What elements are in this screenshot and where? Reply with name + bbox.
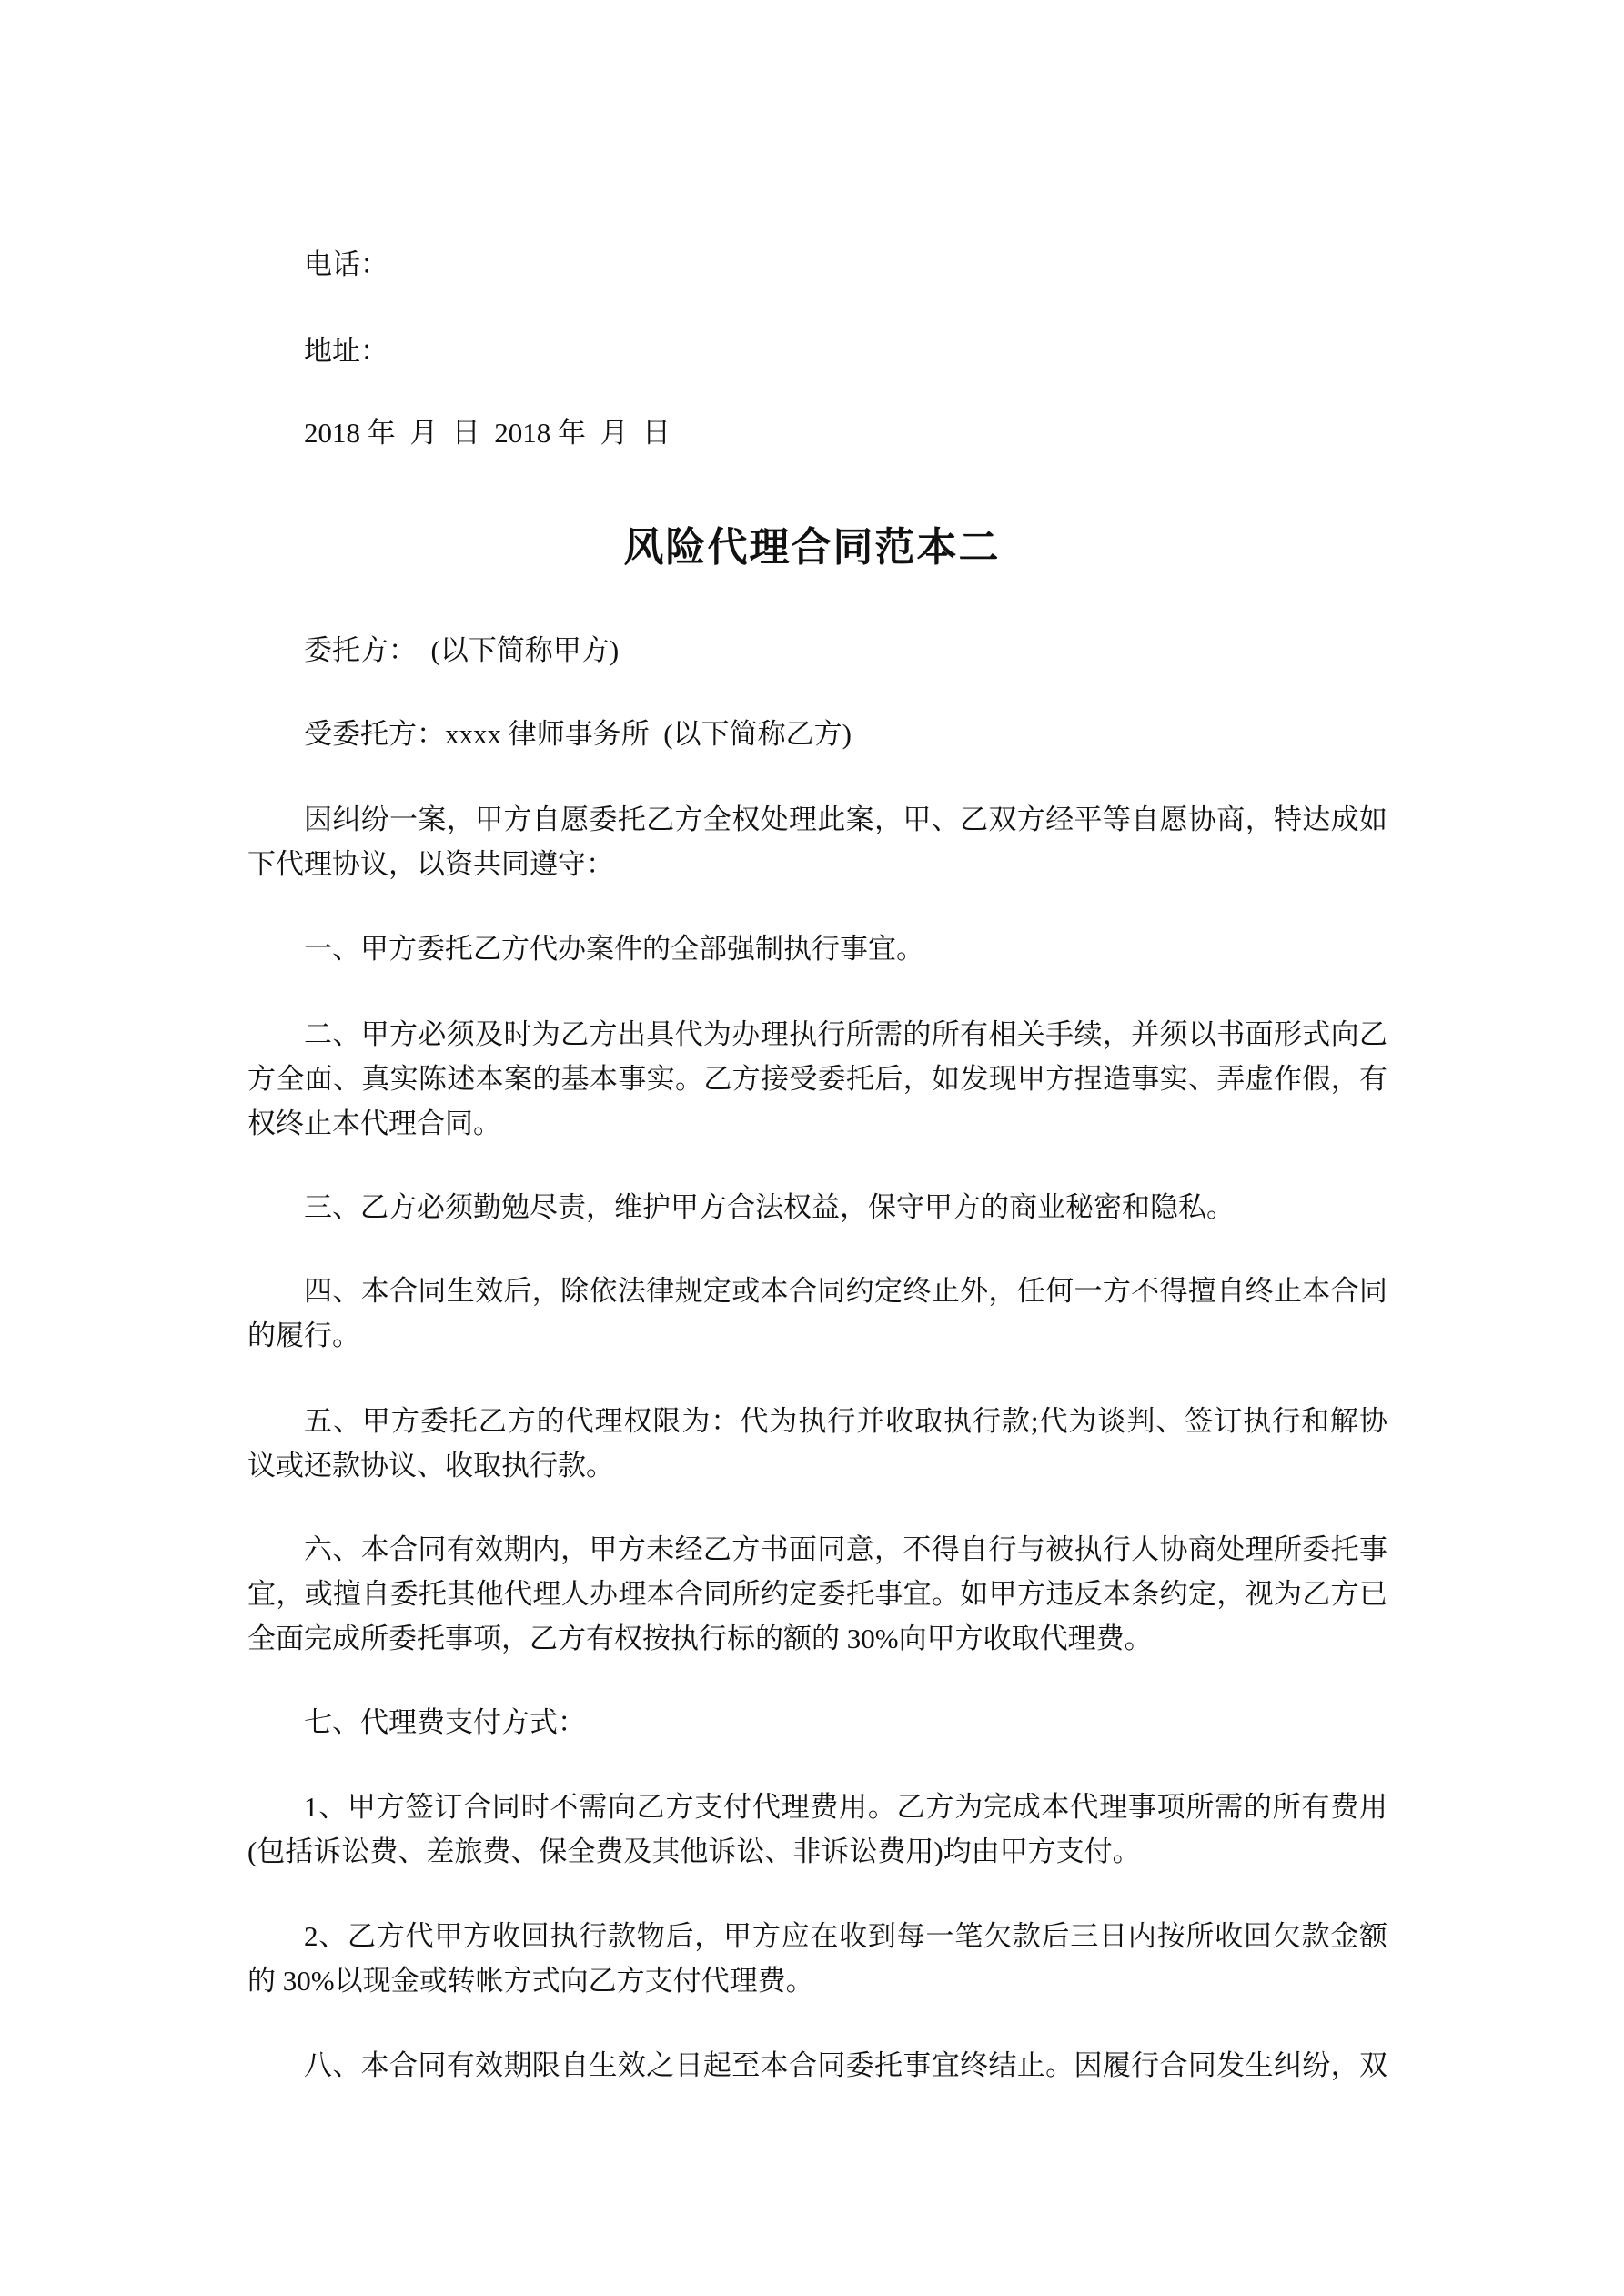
paragraph-line: 因纠纷一案，甲方自愿委托乙方全权处理此案，甲、乙双方经平等自愿协商，特达成如 [304, 804, 1387, 835]
agent-party: 受委托方：xxxx 律师事务所 (以下简称乙方) [304, 718, 852, 750]
phone-label: 电话： [304, 248, 388, 280]
paragraph-line: 下代理协议，以资共同遵守： [247, 848, 614, 880]
paragraph-line: (包括诉讼费、差旅费、保全费及其他诉讼、非诉讼费用)均由甲方支付。 [247, 1836, 1141, 1867]
paragraph-line: 一、甲方委托乙方代办案件的全部强制执行事宜。 [304, 933, 924, 965]
paragraph-line: 议或还款协议、收取执行款。 [247, 1450, 614, 1482]
client-party: 委托方： (以下简称甲方) [304, 634, 620, 666]
address-label: 地址： [304, 335, 388, 367]
paragraph-line: 三、乙方必须勤勉尽责，维护甲方合法权益，保守甲方的商业秘密和隐私。 [304, 1191, 1235, 1223]
paragraph-line: 六、本合同有效期内，甲方未经乙方书面同意，不得自行与被执行人协商处理所委托事 [304, 1533, 1387, 1565]
paragraph-line: 五、甲方委托乙方的代理权限为：代为执行并收取执行款;代为谈判、签订执行和解协 [304, 1405, 1387, 1437]
paragraph-line: 七、代理费支付方式： [304, 1706, 586, 1738]
date-line: 2018 年 月 日 2018 年 月 日 [304, 417, 671, 449]
paragraph-line: 2、乙方代甲方收回执行款物后，甲方应在收到每一笔欠款后三日内按所收回欠款金额 [304, 1920, 1387, 1952]
paragraph-line: 宜，或擅自委托其他代理人办理本合同所约定委托事宜。如甲方违反本条约定，视为乙方已 [247, 1578, 1387, 1610]
paragraph-line: 八、本合同有效期限自生效之日起至本合同委托事宜终结止。因履行合同发生纠纷，双 [304, 2049, 1387, 2081]
paragraph-line: 的 30%以现金或转帐方式向乙方支付代理费。 [247, 1965, 814, 1997]
paragraph-line: 的履行。 [247, 1320, 360, 1351]
paragraph-line: 全面完成所委托事项，乙方有权按执行标的额的 30%向甲方收取代理费。 [247, 1623, 1153, 1654]
paragraph-line: 权终止本代理合同。 [247, 1108, 501, 1139]
document-title: 风险代理合同范本二 [623, 525, 1001, 570]
paragraph-line: 1、甲方签订合同时不需向乙方支付代理费用。乙方为完成本代理事项所需的所有费用 [304, 1791, 1387, 1823]
paragraph-line: 方全面、真实陈述本案的基本事实。乙方接受委托后，如发现甲方捏造事实、弄虚作假，有 [247, 1063, 1387, 1095]
paragraph-line: 四、本合同生效后，除依法律规定或本合同约定终止外，任何一方不得擅自终止本合同 [304, 1275, 1387, 1307]
paragraph-line: 二、甲方必须及时为乙方出具代为办理执行所需的所有相关手续，并须以书面形式向乙 [304, 1018, 1387, 1050]
